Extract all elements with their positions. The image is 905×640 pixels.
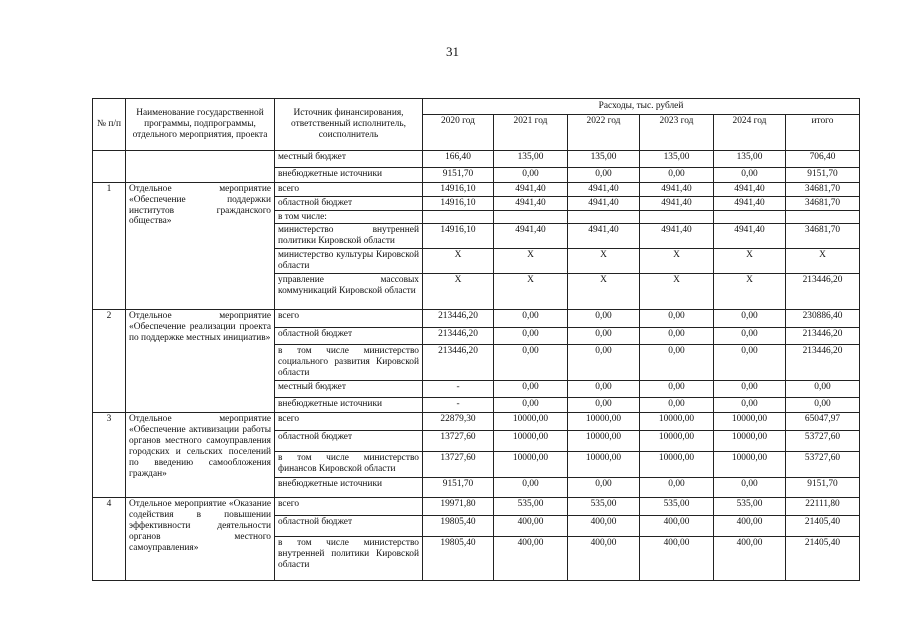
total-value-cell: 230886,40 [786, 310, 860, 328]
value-cell: 10000,00 [640, 413, 714, 431]
source-cell: внебюджетные источники [275, 478, 423, 498]
value-cell: 10000,00 [568, 452, 640, 478]
total-value-cell: 21405,40 [786, 537, 860, 581]
value-cell: 400,00 [568, 516, 640, 537]
source-cell: местный бюджет [275, 381, 423, 398]
value-cell: 535,00 [640, 498, 714, 516]
value-cell: 0,00 [714, 398, 786, 413]
total-value-cell: 213446,20 [786, 345, 860, 381]
source-cell: в том числе министерство внутренней политики Кировской области [275, 537, 423, 581]
value-cell: 0,00 [568, 310, 640, 328]
total-value-cell: 213446,20 [786, 328, 860, 345]
header-name-cell: Наименование государственной программы, подпрограммы, отдельного мероприятия, проекта [126, 99, 275, 151]
source-cell: в том числе министерство социального развития Кировской области [275, 345, 423, 381]
value-cell: 135,00 [568, 151, 640, 168]
value-cell: 4941,40 [494, 183, 568, 197]
measure-name-cell: Отдельное мероприятие «Обеспечение поддержки институтов гражданского общества» [126, 183, 275, 310]
value-cell: 10000,00 [714, 452, 786, 478]
value-cell: 4941,40 [568, 183, 640, 197]
total-value-cell [786, 210, 860, 224]
source-cell: всего [275, 498, 423, 516]
value-cell: 0,00 [640, 398, 714, 413]
value-cell: 9151,70 [423, 478, 494, 498]
value-cell: 0,00 [640, 478, 714, 498]
value-cell [423, 210, 494, 224]
value-cell: 0,00 [494, 398, 568, 413]
source-cell: областной бюджет [275, 431, 423, 452]
total-value-cell: 21405,40 [786, 516, 860, 537]
value-cell: 213446,20 [423, 345, 494, 381]
value-cell: 400,00 [494, 516, 568, 537]
value-cell: 0,00 [640, 328, 714, 345]
total-value-cell: 34681,70 [786, 196, 860, 210]
value-cell: X [494, 274, 568, 310]
header-year-cell: 2022 год [568, 115, 640, 151]
page-number: 31 [446, 44, 459, 59]
value-cell: 4941,40 [568, 196, 640, 210]
value-cell: 10000,00 [640, 452, 714, 478]
source-cell: местный бюджет [275, 151, 423, 168]
value-cell: 0,00 [640, 168, 714, 183]
value-cell: 135,00 [640, 151, 714, 168]
value-cell: 10000,00 [494, 452, 568, 478]
value-cell: 4941,40 [714, 196, 786, 210]
number-cell: 1 [93, 183, 126, 310]
value-cell: X [494, 249, 568, 274]
source-cell: министерство культуры Кировской области [275, 249, 423, 274]
total-value-cell: 53727,60 [786, 452, 860, 478]
value-cell: 400,00 [640, 516, 714, 537]
value-cell: 22879,30 [423, 413, 494, 431]
header-row [93, 99, 860, 115]
measure-name-cell: Отдельное мероприятие «Обеспечение активизации работы органов местного самоуправления городских и сельских поселений по введению самообложения граждан» [126, 413, 275, 498]
total-value-cell: 34681,70 [786, 224, 860, 249]
value-cell: 4941,40 [568, 224, 640, 249]
value-cell: 0,00 [494, 381, 568, 398]
value-cell: 400,00 [494, 537, 568, 581]
value-cell: 4941,40 [714, 224, 786, 249]
header-year-cell: 2020 год [423, 115, 494, 151]
total-value-cell: 706,40 [786, 151, 860, 168]
value-cell: 0,00 [714, 328, 786, 345]
source-cell: в том числе: [275, 210, 423, 224]
table-row [93, 183, 860, 197]
measure-name-cell: Отдельное мероприятие «Обеспечение реализации проекта по поддержке местных инициатив» [126, 310, 275, 413]
value-cell: X [423, 274, 494, 310]
measure-name-cell: Отдельное мероприятие «Оказание содействия в повышении эффективности деятельности органов местного самоуправления» [126, 498, 275, 581]
value-cell: 0,00 [568, 328, 640, 345]
value-cell: X [568, 249, 640, 274]
value-cell: 400,00 [714, 516, 786, 537]
header-source-cell: Источник финансирования, ответственный исполнитель, соисполнитель [275, 99, 423, 151]
source-cell: внебюджетные источники [275, 398, 423, 413]
source-cell: всего [275, 413, 423, 431]
value-cell: 0,00 [494, 478, 568, 498]
value-cell: 0,00 [568, 478, 640, 498]
value-cell: - [423, 381, 494, 398]
value-cell: X [714, 249, 786, 274]
value-cell: 535,00 [714, 498, 786, 516]
value-cell: 0,00 [714, 478, 786, 498]
value-cell: 0,00 [714, 310, 786, 328]
value-cell: 10000,00 [714, 431, 786, 452]
value-cell: 0,00 [494, 310, 568, 328]
value-cell: 14916,10 [423, 224, 494, 249]
value-cell: 10000,00 [568, 413, 640, 431]
source-cell: всего [275, 310, 423, 328]
source-cell: в том числе министерство финансов Кировской области [275, 452, 423, 478]
header-year-cell: 2021 год [494, 115, 568, 151]
number-cell [93, 151, 126, 183]
value-cell: 19805,40 [423, 516, 494, 537]
value-cell: 213446,20 [423, 310, 494, 328]
total-value-cell: 9151,70 [786, 478, 860, 498]
value-cell: 0,00 [494, 168, 568, 183]
header-total-cell: итого [786, 115, 860, 151]
value-cell: 13727,60 [423, 431, 494, 452]
source-cell: областной бюджет [275, 328, 423, 345]
source-cell: областной бюджет [275, 516, 423, 537]
value-cell: 4941,40 [640, 196, 714, 210]
value-cell: 4941,40 [640, 183, 714, 197]
value-cell: 14916,10 [423, 196, 494, 210]
value-cell: X [568, 274, 640, 310]
value-cell: 213446,20 [423, 328, 494, 345]
value-cell: 10000,00 [494, 431, 568, 452]
value-cell: 400,00 [640, 537, 714, 581]
value-cell [640, 210, 714, 224]
value-cell: X [714, 274, 786, 310]
total-value-cell: X [786, 249, 860, 274]
value-cell: X [640, 249, 714, 274]
name-cell [126, 151, 275, 183]
table-row [93, 151, 860, 168]
value-cell [494, 210, 568, 224]
number-cell: 4 [93, 498, 126, 581]
source-cell: областной бюджет [275, 196, 423, 210]
total-value-cell: 213446,20 [786, 274, 860, 310]
table-row [93, 310, 860, 328]
source-cell: министерство внутренней политики Кировской области [275, 224, 423, 249]
value-cell: 400,00 [568, 537, 640, 581]
value-cell: 400,00 [714, 537, 786, 581]
total-value-cell: 34681,70 [786, 183, 860, 197]
value-cell: X [423, 249, 494, 274]
value-cell: 0,00 [640, 345, 714, 381]
value-cell: 135,00 [494, 151, 568, 168]
value-cell: 9151,70 [423, 168, 494, 183]
total-value-cell: 0,00 [786, 381, 860, 398]
value-cell: 0,00 [568, 168, 640, 183]
total-value-cell: 53727,60 [786, 431, 860, 452]
value-cell: 135,00 [714, 151, 786, 168]
header-expenses-cell: Расходы, тыс. рублей [423, 99, 860, 115]
value-cell: 0,00 [568, 381, 640, 398]
value-cell: 10000,00 [714, 413, 786, 431]
source-cell: внебюджетные источники [275, 168, 423, 183]
value-cell: 0,00 [640, 310, 714, 328]
value-cell: 0,00 [640, 381, 714, 398]
total-value-cell: 0,00 [786, 398, 860, 413]
value-cell: 13727,60 [423, 452, 494, 478]
expenses-table [92, 98, 860, 581]
value-cell: X [640, 274, 714, 310]
header-year-cell: 2023 год [640, 115, 714, 151]
value-cell: 0,00 [714, 345, 786, 381]
source-cell: управление массовых коммуникаций Кировской области [275, 274, 423, 310]
value-cell: 10000,00 [640, 431, 714, 452]
value-cell: 4941,40 [494, 196, 568, 210]
table-row [93, 413, 860, 431]
value-cell: 4941,40 [714, 183, 786, 197]
value-cell: 14916,10 [423, 183, 494, 197]
value-cell: 19805,40 [423, 537, 494, 581]
value-cell: - [423, 398, 494, 413]
value-cell: 535,00 [494, 498, 568, 516]
value-cell: 4941,40 [640, 224, 714, 249]
total-value-cell: 65047,97 [786, 413, 860, 431]
total-value-cell: 22111,80 [786, 498, 860, 516]
value-cell: 0,00 [494, 345, 568, 381]
header-number-cell: № п/п [93, 99, 126, 151]
header-year-cell: 2024 год [714, 115, 786, 151]
source-cell: всего [275, 183, 423, 197]
value-cell: 0,00 [568, 398, 640, 413]
table-row [93, 498, 860, 516]
value-cell: 0,00 [714, 168, 786, 183]
value-cell: 166,40 [423, 151, 494, 168]
value-cell: 0,00 [568, 345, 640, 381]
value-cell: 10000,00 [494, 413, 568, 431]
value-cell: 535,00 [568, 498, 640, 516]
value-cell: 10000,00 [568, 431, 640, 452]
value-cell: 0,00 [494, 328, 568, 345]
value-cell [568, 210, 640, 224]
value-cell: 4941,40 [494, 224, 568, 249]
value-cell: 19971,80 [423, 498, 494, 516]
value-cell [714, 210, 786, 224]
value-cell: 0,00 [714, 381, 786, 398]
number-cell: 3 [93, 413, 126, 498]
number-cell: 2 [93, 310, 126, 413]
total-value-cell: 9151,70 [786, 168, 860, 183]
